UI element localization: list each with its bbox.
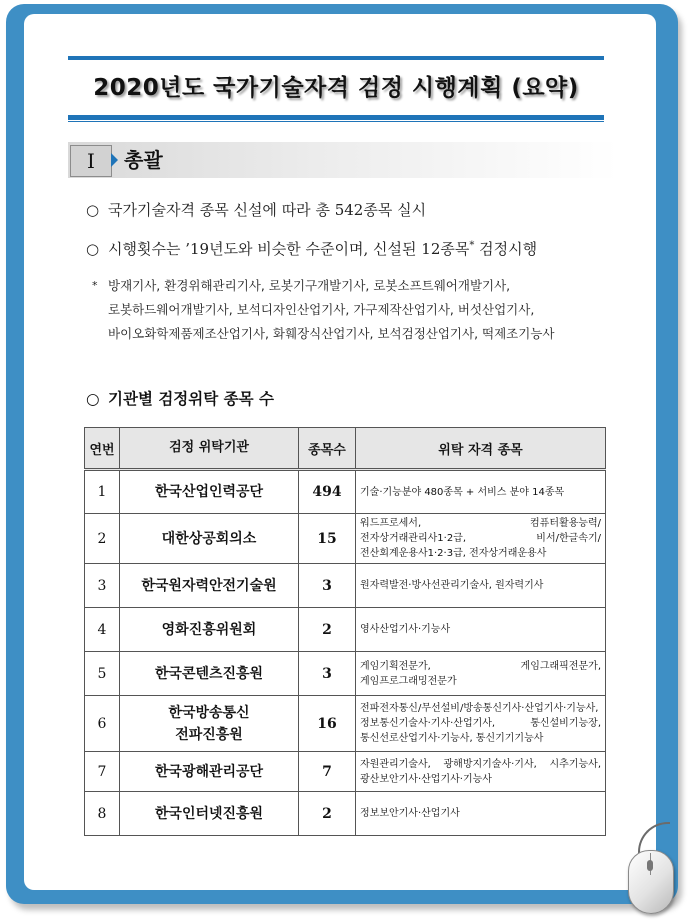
row-no: 3 — [85, 564, 120, 608]
header-no: 연번 — [85, 428, 120, 470]
header-org: 검정 위탁기관 — [120, 428, 299, 470]
circle-bullet-icon: ○ — [86, 390, 100, 408]
document-title: 2020년도 국가기술자격 검정 시행계획 (요약) — [93, 75, 579, 101]
table-row — [85, 792, 606, 836]
table-row — [85, 652, 606, 696]
footnote-text: 방재기사, 환경위해관리기사, 로봇기구개발기사, 로봇소프트웨어개발기사, 로봇하드웨어개발기사, 보석디자인산업기사, 가구제작산업기사, 버섯산업기사, 바이오화학제품제조산업기사, 화훼장식산업기사, 보석검정산업기사, 떡제조기능사 — [108, 278, 555, 341]
row-no: 2 — [85, 514, 120, 564]
row-org: 한국산업인력공단 — [120, 470, 299, 514]
row-org: 영화진흥위원회 — [120, 608, 299, 652]
table-row — [85, 564, 606, 608]
computer-mouse-icon — [628, 850, 674, 914]
header-count: 종목수 — [299, 428, 356, 470]
row-items: 워드프로세서, 컴퓨터활용능력/전자상거래관리사1·2급, 비서/한글속기/전산회계운용사1·2·3급, 전자상거래운용사 — [356, 514, 606, 564]
row-count: 7 — [299, 752, 356, 792]
row-org: 한국원자력안전기술원 — [120, 564, 299, 608]
bullet-text: 국가기술자격 종목 신설에 따라 총 542종목 실시 — [108, 201, 427, 219]
row-items: 기술·기능분야 480종목 + 서비스 분야 14종목 — [356, 470, 606, 514]
row-no: 7 — [85, 752, 120, 792]
circle-bullet-icon: ○ — [86, 201, 100, 219]
title-rule-bottom — [68, 115, 604, 120]
row-count: 3 — [299, 652, 356, 696]
section-numeral: Ⅰ — [70, 145, 112, 177]
agency-table — [84, 427, 606, 836]
row-org: 대한상공회의소 — [120, 514, 299, 564]
row-count: 16 — [299, 696, 356, 752]
title-rule-top — [68, 56, 604, 60]
bullet-item — [86, 238, 537, 259]
row-org: 한국방송통신 전파진흥원 — [120, 696, 299, 752]
row-no: 6 — [85, 696, 120, 752]
row-org: 한국인터넷진흥원 — [120, 792, 299, 836]
row-count: 15 — [299, 514, 356, 564]
footnote — [92, 274, 612, 346]
row-org: 한국광해관리공단 — [120, 752, 299, 792]
row-org: 한국콘텐츠진흥원 — [120, 652, 299, 696]
row-no: 5 — [85, 652, 120, 696]
table-header-row — [85, 428, 606, 470]
row-count: 2 — [299, 608, 356, 652]
footnote-mark: * — [469, 240, 475, 251]
section-title: 총괄 — [124, 148, 163, 172]
row-items: 자원관리기술사, 광해방지기술사·기사, 시추기능사, 광산보안기사·산업기사·기능사 — [356, 752, 606, 792]
row-items: 정보보안기사·산업기사 — [356, 792, 606, 836]
circle-bullet-icon: ○ — [86, 240, 100, 258]
row-count: 2 — [299, 792, 356, 836]
row-count: 3 — [299, 564, 356, 608]
section-arrow-icon — [111, 153, 118, 167]
table-row — [85, 514, 606, 564]
row-no: 4 — [85, 608, 120, 652]
footnote-star: * — [92, 279, 98, 292]
table-row — [85, 470, 606, 514]
row-items: 원자력발전·방사선관리기술사, 원자력기사 — [356, 564, 606, 608]
bullet-text: 시행횟수는 ’19년도와 비슷한 수준이며, 신설된 12종목 — [108, 240, 470, 258]
table-row — [85, 696, 606, 752]
row-items: 전파전자통신/무선설비/방송통신기사·산업기사·기능사, 정보통신기술사·기사·산업기사, 통신설비기능장, 통신선로산업기사·기능사, 통신기기기능사 — [356, 696, 606, 752]
sub-heading — [86, 387, 274, 409]
row-items: 게임기획전문가, 게임그래픽전문가, 게임프로그래밍전문가 — [356, 652, 606, 696]
table-row — [85, 752, 606, 792]
table-row — [85, 608, 606, 652]
header-items: 위탁 자격 종목 — [356, 428, 606, 470]
row-no: 1 — [85, 470, 120, 514]
bullet-item — [86, 199, 426, 220]
row-items: 영사산업기사·기능사 — [356, 608, 606, 652]
row-no: 8 — [85, 792, 120, 836]
bullet-text-tail: 검정시행 — [474, 240, 538, 258]
row-count: 494 — [299, 470, 356, 514]
sub-heading-text: 기관별 검정위탁 종목 수 — [108, 390, 274, 408]
